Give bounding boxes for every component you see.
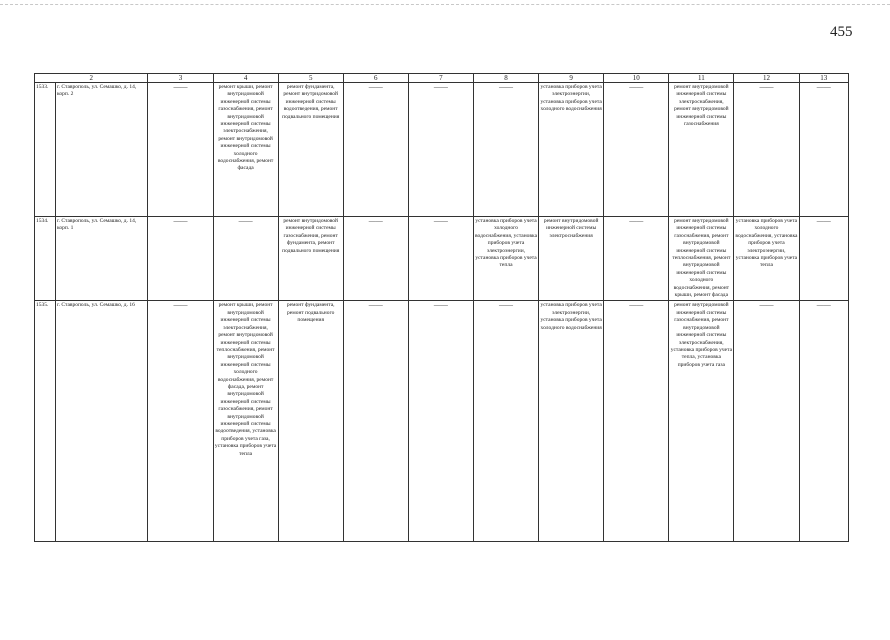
cell-col-4: —— <box>213 217 278 301</box>
column-number-row <box>35 74 849 83</box>
scan-edge-line <box>0 4 890 5</box>
cell-col-3: —— <box>148 83 213 217</box>
table-row <box>35 217 849 301</box>
register-table <box>34 73 849 542</box>
column-header: 7 <box>408 74 473 83</box>
cell-col-9: установка приборов учета электроэнергии, установка приборов учета холодного водоснабжения <box>539 301 604 542</box>
cell-col-7: —— <box>408 301 473 542</box>
cell-col-5: ремонт фундамента, ремонт подвального помещения <box>278 301 343 542</box>
cell-col-11: ремонт внутридомовой инженерной системы газоснабжения, ремонт внутридомовой инженерной системы теплоснабжения, ремонт внутридомовой инженерной системы холодного водоснабжения, ремонт крыши, ремонт фасада <box>669 217 734 301</box>
column-header: 10 <box>604 74 669 83</box>
cell-col-7: —— <box>408 217 473 301</box>
cell-col-4: ремонт крыши, ремонт внутридомовой инженерной системы газоснабжения, ремонт внутридомовой инженерной системы электроснабжения, ремонт внутридомовой инженерной системы холодного водоснабжения, ремонт фасада <box>213 83 278 217</box>
cell-col-10: —— <box>604 301 669 542</box>
cell-col-5: ремонт внутридомовой инженерной системы газоснабжения, ремонт фундамента, ремонт подвального помещения <box>278 217 343 301</box>
row-number: 1534. <box>35 217 56 301</box>
row-number: 1533. <box>35 83 56 217</box>
row-number: 1535. <box>35 301 56 542</box>
cell-col-7: —— <box>408 83 473 217</box>
page-number: 455 <box>830 24 853 40</box>
cell-col-6: —— <box>343 83 408 217</box>
address-cell: г. Ставрополь, ул. Семашко, д. 16 <box>56 301 148 542</box>
cell-col-4: ремонт крыши, ремонт внутридомовой инженерной системы электроснабжения, ремонт внутридомовой инженерной системы теплоснабжения, ремонт внутридомовой инженерной системы холодного водоснабжения, ремонт фасада, ремонт внутридомовой инженерной системы газоснабжения, ремонт внутридомовой инженерной системы водоотведения, установка приборов учета газа, установка приборов учета тепла <box>213 301 278 542</box>
cell-col-10: —— <box>604 217 669 301</box>
cell-col-13: —— <box>799 83 848 217</box>
column-header: 8 <box>473 74 538 83</box>
table-row <box>35 83 849 217</box>
cell-col-12: —— <box>734 83 799 217</box>
cell-col-9: установка приборов учета электроэнергии, установка приборов учета холодного водоснабжения <box>539 83 604 217</box>
cell-col-10: —— <box>604 83 669 217</box>
table-row <box>35 301 849 542</box>
cell-col-12: установка приборов учета холодного водоснабжения, установка приборов учета электроэнергии, установка приборов учета тепла <box>734 217 799 301</box>
cell-col-12: —— <box>734 301 799 542</box>
cell-col-13: —— <box>799 301 848 542</box>
column-header: 2 <box>35 74 148 83</box>
cell-col-11: ремонт внутридомовой инженерной системы газоснабжения, ремонт внутридомовой инженерной системы электроснабжения, установка приборов учета тепла, установка приборов учета газа <box>669 301 734 542</box>
cell-col-6: —— <box>343 301 408 542</box>
cell-col-9: ремонт внутридомовой инженерной системы электроснабжения <box>539 217 604 301</box>
column-header: 4 <box>213 74 278 83</box>
column-header: 3 <box>148 74 213 83</box>
address-cell: г. Ставрополь, ул. Семашко, д. 14, корп. 2 <box>56 83 148 217</box>
cell-col-11: ремонт внутридомовой инженерной системы электроснабжения, ремонт внутридомовой инженерной системы газоснабжения <box>669 83 734 217</box>
column-header: 6 <box>343 74 408 83</box>
cell-col-5: ремонт фундамента, ремонт внутридомовой инженерной системы водоотведения, ремонт подвального помещения <box>278 83 343 217</box>
cell-col-8: установка приборов учета холодного водоснабжения, установка приборов учета электроэнергии, установка приборов учета тепла <box>473 217 538 301</box>
column-header: 11 <box>669 74 734 83</box>
cell-col-8: —— <box>473 301 538 542</box>
column-header: 13 <box>799 74 848 83</box>
cell-col-13: —— <box>799 217 848 301</box>
column-header: 9 <box>539 74 604 83</box>
cell-col-3: —— <box>148 217 213 301</box>
column-header: 5 <box>278 74 343 83</box>
address-cell: г. Ставрополь, ул. Семашко, д. 14, корп. 1 <box>56 217 148 301</box>
cell-col-3: —— <box>148 301 213 542</box>
cell-col-6: —— <box>343 217 408 301</box>
column-header: 12 <box>734 74 799 83</box>
cell-col-8: —— <box>473 83 538 217</box>
